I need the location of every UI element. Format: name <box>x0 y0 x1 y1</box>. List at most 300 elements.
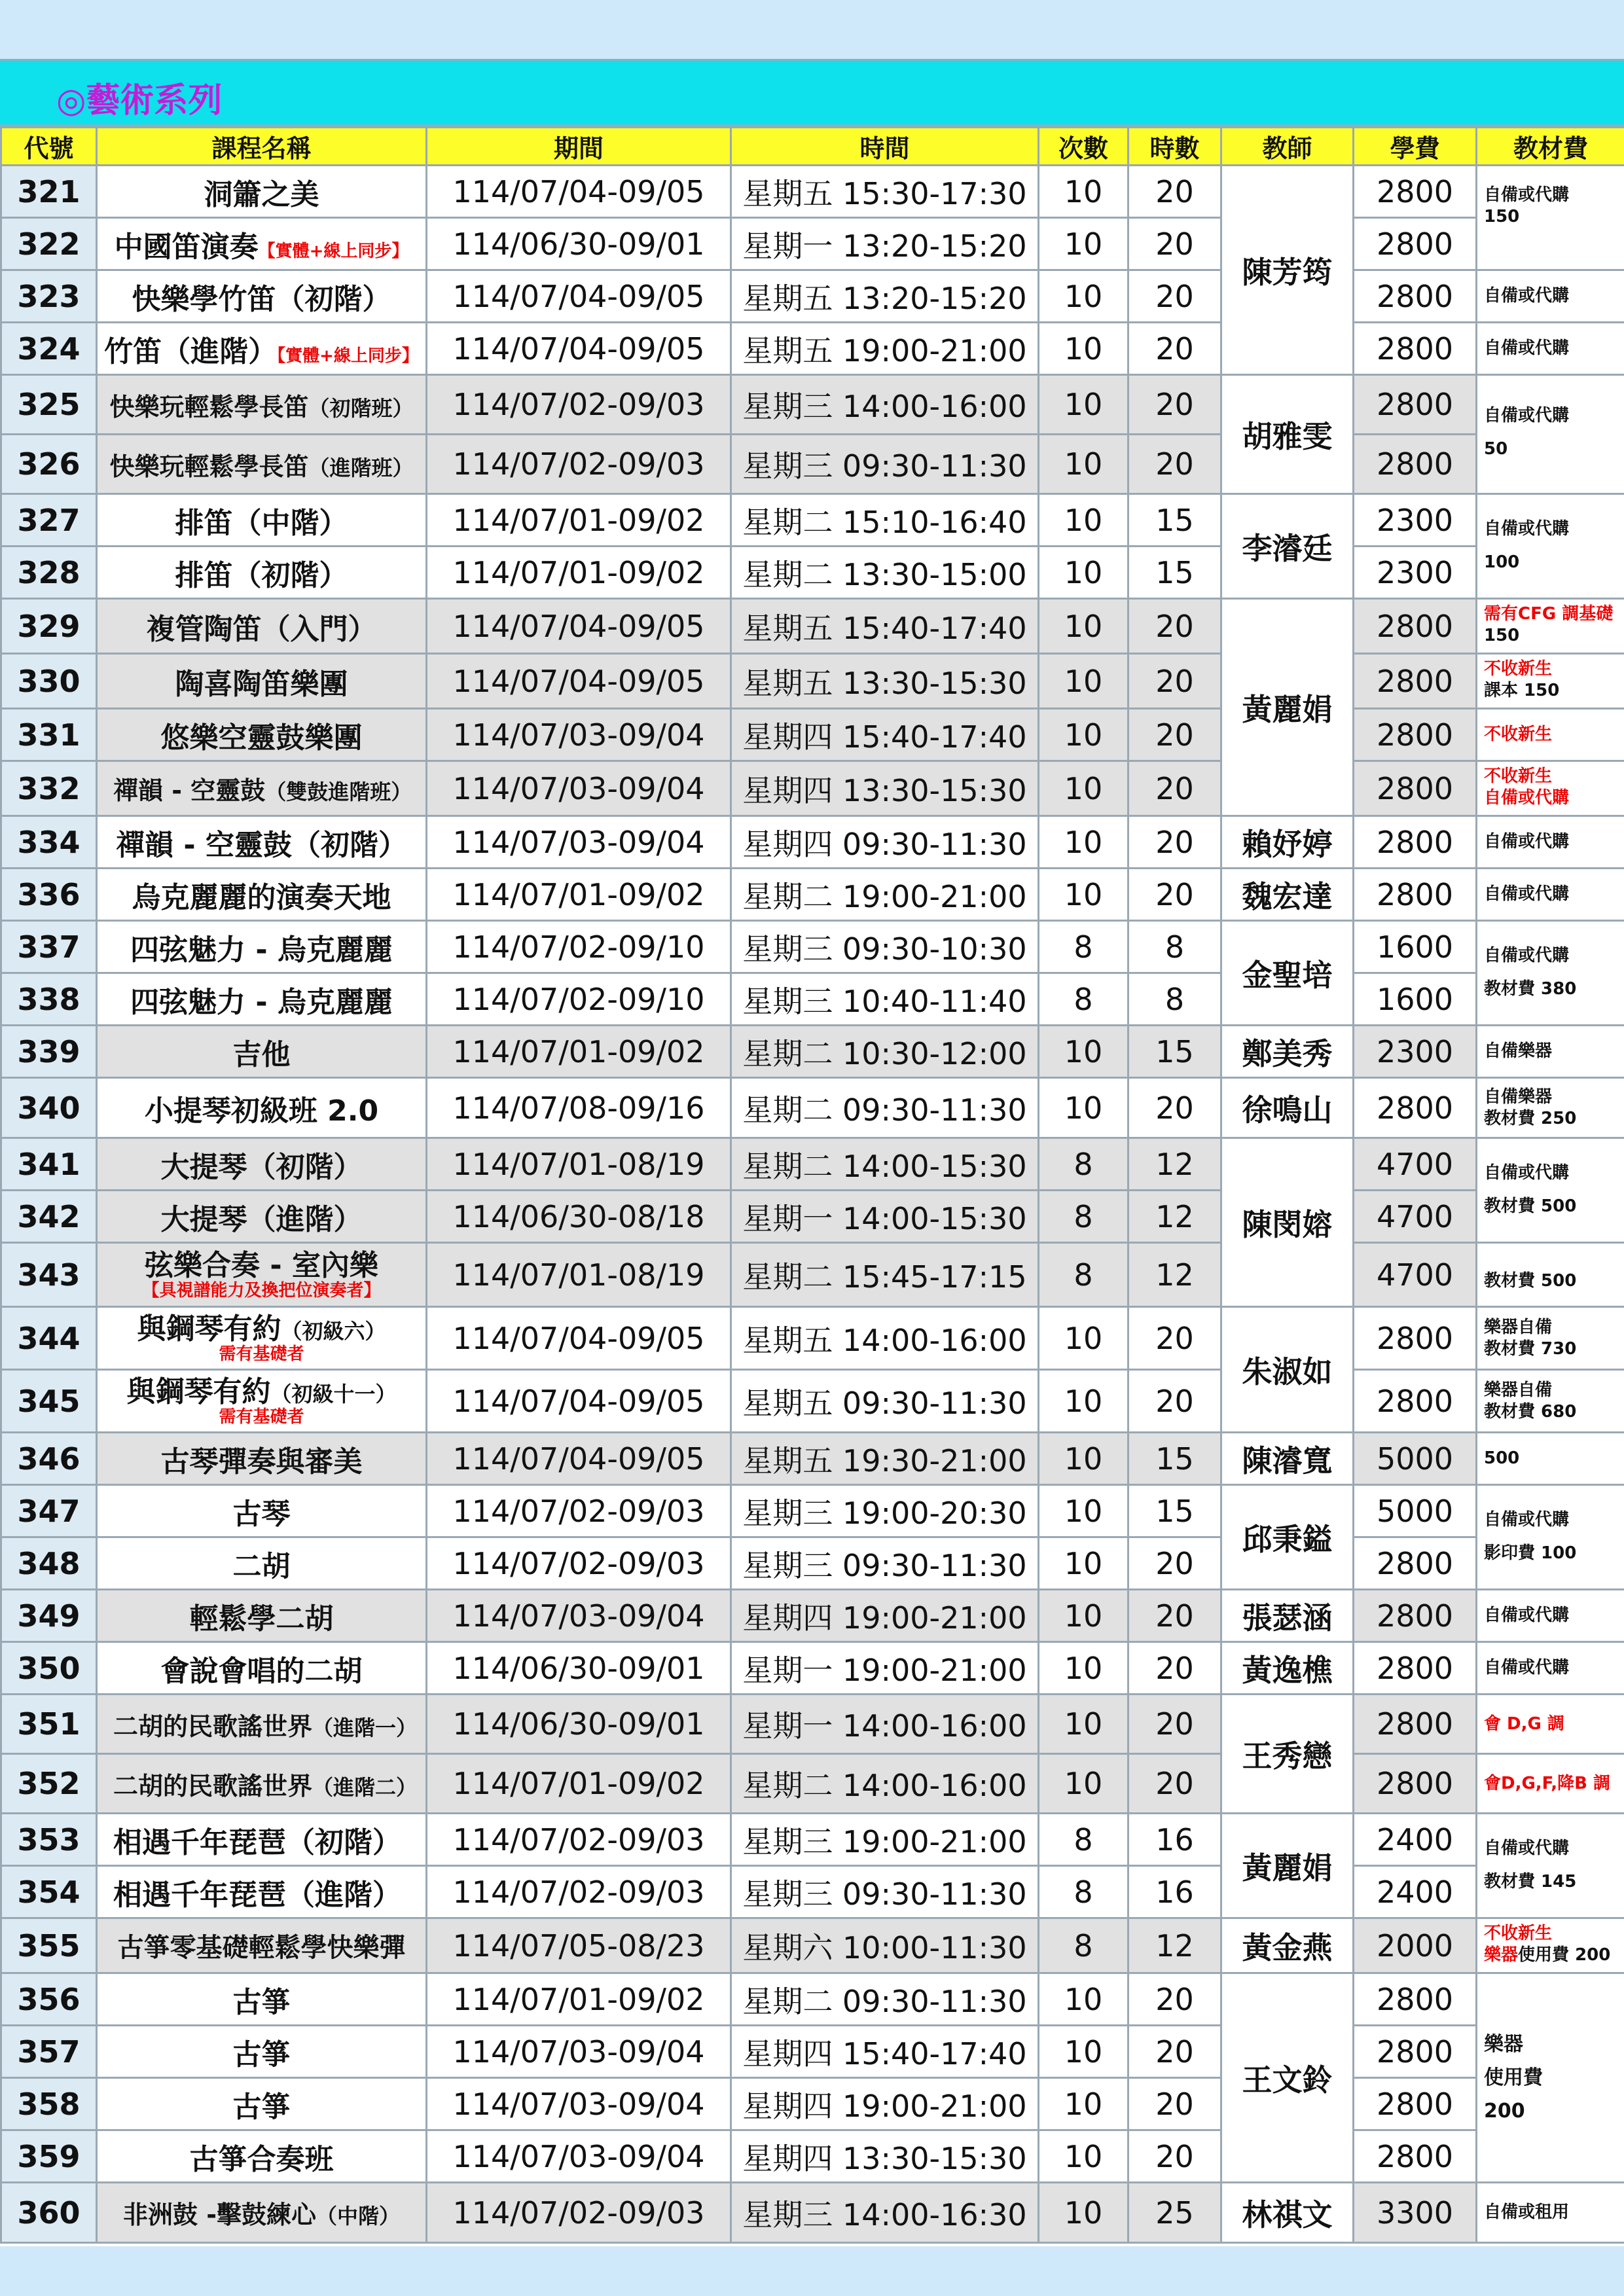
header-name: 課程名稱 <box>97 128 427 166</box>
header-row <box>1 128 1624 166</box>
course-sessions: 10 <box>1039 1754 1128 1814</box>
course-fee: 2300 <box>1354 547 1477 599</box>
course-time: 星期三 14:00-16:30 <box>731 2183 1039 2243</box>
course-name <box>97 1754 427 1814</box>
course-period: 114/07/02-09/03 <box>427 1866 731 1918</box>
course-hours: 20 <box>1128 1307 1221 1370</box>
course-sessions: 10 <box>1039 1537 1128 1590</box>
course-time: 星期三 09:30-11:30 <box>731 435 1039 494</box>
course-period: 114/06/30-09/01 <box>427 1695 731 1754</box>
table-row <box>1 1695 1624 1754</box>
table-row <box>1 1138 1624 1191</box>
course-code: 352 <box>1 1754 97 1814</box>
course-fee: 4700 <box>1354 1138 1477 1191</box>
course-name-text: 與鋼琴有約 <box>137 1312 281 1346</box>
course-fee: 2800 <box>1354 599 1477 654</box>
course-time: 星期二 15:45-17:15 <box>731 1243 1039 1307</box>
course-hours: 12 <box>1128 1243 1221 1307</box>
course-hours: 20 <box>1128 2130 1221 2183</box>
course-sessions: 10 <box>1039 1026 1128 1078</box>
course-period: 114/07/01-08/19 <box>427 1138 731 1191</box>
course-period: 114/07/03-09/04 <box>427 2026 731 2078</box>
course-code: 348 <box>1 1537 97 1590</box>
course-time: 星期四 13:30-15:30 <box>731 761 1039 816</box>
course-teacher: 邱秉鎰 <box>1221 1485 1354 1590</box>
course-code: 322 <box>1 218 97 270</box>
header-teacher: 教師 <box>1221 128 1354 166</box>
table-row <box>1 2130 1624 2183</box>
course-code: 342 <box>1 1191 97 1243</box>
material-note: 使用費 <box>1484 2066 1543 2089</box>
course-fee: 2800 <box>1354 2078 1477 2130</box>
material-note: 100 <box>1484 552 1520 572</box>
course-fee: 2800 <box>1354 709 1477 761</box>
material-note: 200 <box>1484 2100 1525 2123</box>
course-code: 332 <box>1 761 97 816</box>
course-code: 330 <box>1 654 97 709</box>
material-note: 教材費 380 <box>1484 978 1577 999</box>
course-code: 355 <box>1 1918 97 1973</box>
material-note: 樂器自備 <box>1484 1380 1553 1400</box>
course-name-text: 中國笛演奏 <box>114 230 259 264</box>
course-name <box>97 1695 427 1754</box>
course-teacher: 徐鳴山 <box>1221 1078 1354 1138</box>
course-level: （初級十一） <box>270 1382 397 1407</box>
course-time: 星期五 13:20-15:20 <box>731 270 1039 323</box>
table-row <box>1 1590 1624 1642</box>
material-note: 樂器自備 <box>1484 1318 1553 1337</box>
course-level: （初級六） <box>281 1319 386 1344</box>
material-note <box>1484 1945 1624 1966</box>
header-code: 代號 <box>1 128 97 166</box>
course-material: 教材費 500 <box>1477 1243 1624 1307</box>
course-time: 星期一 13:20-15:20 <box>731 218 1039 270</box>
course-sessions: 10 <box>1039 1370 1128 1433</box>
course-hours: 15 <box>1128 494 1221 547</box>
course-time: 星期二 09:30-11:30 <box>731 1973 1039 2026</box>
course-time: 星期五 09:30-11:30 <box>731 1370 1039 1433</box>
course-time: 星期五 15:40-17:40 <box>731 599 1039 654</box>
material-note: 自備或代購 <box>1484 406 1570 425</box>
course-level: （雙鼓進階班） <box>265 780 412 804</box>
course-material: 500 <box>1477 1433 1624 1485</box>
course-fee: 4700 <box>1354 1243 1477 1307</box>
course-fee: 2000 <box>1354 1918 1477 1973</box>
course-period: 114/07/03-09/04 <box>427 709 731 761</box>
course-code: 350 <box>1 1642 97 1695</box>
course-fee: 2800 <box>1354 1695 1477 1754</box>
course-hours: 12 <box>1128 1138 1221 1191</box>
course-period: 114/06/30-09/01 <box>427 218 731 270</box>
course-sessions: 8 <box>1039 1243 1128 1307</box>
course-teacher: 陳閔嫆 <box>1221 1138 1354 1307</box>
course-code: 325 <box>1 375 97 435</box>
course-teacher: 賴妤婷 <box>1221 816 1354 869</box>
course-time: 星期四 13:30-15:30 <box>731 2130 1039 2183</box>
course-fee: 2800 <box>1354 1973 1477 2026</box>
course-period: 114/07/02-09/03 <box>427 375 731 435</box>
course-period: 114/07/02-09/10 <box>427 921 731 973</box>
course-code: 323 <box>1 270 97 323</box>
course-sessions: 10 <box>1039 1590 1128 1642</box>
table-row <box>1 1918 1624 1973</box>
course-hours: 20 <box>1128 654 1221 709</box>
course-hours: 20 <box>1128 270 1221 323</box>
course-fee: 2800 <box>1354 375 1477 435</box>
course-time: 星期四 15:40-17:40 <box>731 2026 1039 2078</box>
course-material <box>1477 1918 1624 1973</box>
course-hours: 20 <box>1128 1973 1221 2026</box>
course-level: （進階二） <box>312 1774 418 1800</box>
course-material <box>1477 1485 1624 1590</box>
table-row <box>1 1370 1624 1433</box>
course-note: 【具視譜能力及換把位演奏者】 <box>142 1280 381 1300</box>
course-sessions: 8 <box>1039 1918 1128 1973</box>
course-teacher: 王秀戀 <box>1221 1695 1354 1814</box>
table-row <box>1 1973 1624 2026</box>
material-note-fee: 使用費 200 <box>1518 1945 1611 1965</box>
course-name: 古琴 <box>97 1485 427 1537</box>
course-name <box>97 323 427 375</box>
course-teacher: 張瑟涵 <box>1221 1590 1354 1642</box>
course-time: 星期五 19:00-21:00 <box>731 323 1039 375</box>
course-code: 329 <box>1 599 97 654</box>
course-hours: 20 <box>1128 1642 1221 1695</box>
table-row <box>1 2078 1624 2130</box>
course-hours: 15 <box>1128 547 1221 599</box>
course-tag: 【實體+線上同步】 <box>258 241 409 261</box>
course-name: 會說會唱的二胡 <box>97 1642 427 1695</box>
course-hours: 20 <box>1128 599 1221 654</box>
course-code: 360 <box>1 2183 97 2243</box>
course-sessions: 8 <box>1039 921 1128 973</box>
course-material: 自備或租用 <box>1477 2183 1624 2243</box>
course-sessions: 10 <box>1039 869 1128 921</box>
course-material: 自備樂器 <box>1477 1026 1624 1078</box>
course-hours: 16 <box>1128 1814 1221 1866</box>
course-material: 自備或代購 <box>1477 1642 1624 1695</box>
course-time: 星期五 15:30-17:30 <box>731 166 1039 218</box>
table-row <box>1 1485 1624 1537</box>
course-sessions: 10 <box>1039 709 1128 761</box>
course-fee: 2800 <box>1354 218 1477 270</box>
course-sessions: 10 <box>1039 1485 1128 1537</box>
course-time: 星期二 14:00-16:00 <box>731 1754 1039 1814</box>
course-hours: 20 <box>1128 323 1221 375</box>
course-name-text: 快樂玩輕鬆學長笛 <box>109 452 309 481</box>
course-fee: 2800 <box>1354 2026 1477 2078</box>
table-row <box>1 547 1624 599</box>
course-name-text: 弦樂合奏 - 室內樂 <box>145 1249 378 1283</box>
course-period: 114/07/01-09/02 <box>427 869 731 921</box>
course-fee: 1600 <box>1354 973 1477 1026</box>
course-note: 需有基礎者 <box>219 1407 304 1427</box>
course-period: 114/07/02-09/03 <box>427 2183 731 2243</box>
course-material: 會 D,G 調 <box>1477 1695 1624 1754</box>
course-code: 359 <box>1 2130 97 2183</box>
course-name: 古箏 <box>97 2026 427 2078</box>
course-time: 星期一 14:00-16:00 <box>731 1695 1039 1754</box>
course-fee: 2800 <box>1354 166 1477 218</box>
course-period: 114/07/04-09/05 <box>427 1433 731 1485</box>
course-teacher: 金聖培 <box>1221 921 1354 1026</box>
table-row <box>1 1433 1624 1485</box>
course-time: 星期三 09:30-11:30 <box>731 1866 1039 1918</box>
table-row <box>1 1307 1624 1370</box>
material-note: 自備或代購 <box>1484 1163 1570 1183</box>
course-time: 星期五 19:30-21:00 <box>731 1433 1039 1485</box>
course-hours: 20 <box>1128 2026 1221 2078</box>
course-code: 339 <box>1 1026 97 1078</box>
course-sessions: 10 <box>1039 494 1128 547</box>
course-name <box>97 2183 427 2243</box>
course-hours: 20 <box>1128 1754 1221 1814</box>
header-time: 時間 <box>731 128 1039 166</box>
course-period: 114/07/04-09/05 <box>427 323 731 375</box>
course-material: 自備或代購 <box>1477 816 1624 869</box>
course-name-text: 與鋼琴有約 <box>126 1375 271 1409</box>
table-row <box>1 270 1624 323</box>
course-material <box>1477 1814 1624 1918</box>
course-name: 排笛（初階） <box>97 547 427 599</box>
course-sessions: 8 <box>1039 1191 1128 1243</box>
course-hours: 20 <box>1128 869 1221 921</box>
course-code: 351 <box>1 1695 97 1754</box>
course-hours: 25 <box>1128 2183 1221 2243</box>
course-sessions: 10 <box>1039 599 1128 654</box>
course-time: 星期三 14:00-16:00 <box>731 375 1039 435</box>
table-row <box>1 654 1624 709</box>
course-code: 334 <box>1 816 97 869</box>
course-fee: 5000 <box>1354 1485 1477 1537</box>
course-code: 357 <box>1 2026 97 2078</box>
course-period: 114/07/04-09/05 <box>427 1370 731 1433</box>
course-teacher: 魏宏達 <box>1221 869 1354 921</box>
course-code: 326 <box>1 435 97 494</box>
course-teacher: 黃麗娟 <box>1221 1814 1354 1918</box>
course-sessions: 10 <box>1039 375 1128 435</box>
course-code: 358 <box>1 2078 97 2130</box>
section-title-bar <box>0 59 1624 126</box>
course-hours: 20 <box>1128 816 1221 869</box>
course-fee: 2800 <box>1354 654 1477 709</box>
course-teacher: 陳芳筠 <box>1221 166 1354 375</box>
course-name: 輕鬆學二胡 <box>97 1590 427 1642</box>
course-material: 自備或代購 <box>1477 270 1624 323</box>
course-period: 114/06/30-08/18 <box>427 1191 731 1243</box>
course-sessions: 10 <box>1039 654 1128 709</box>
course-sessions: 10 <box>1039 1642 1128 1695</box>
course-tag: 【實體+線上同步】 <box>277 346 419 366</box>
course-name-text: 竹笛（進階） <box>104 334 278 368</box>
course-material <box>1477 1973 1624 2183</box>
table-row <box>1 816 1624 869</box>
course-code: 341 <box>1 1138 97 1191</box>
course-sessions: 10 <box>1039 2026 1128 2078</box>
table-row <box>1 761 1624 816</box>
header-hours: 時數 <box>1128 128 1221 166</box>
course-code: 349 <box>1 1590 97 1642</box>
course-code: 331 <box>1 709 97 761</box>
course-level: （初階班） <box>308 395 414 421</box>
table-row <box>1 166 1624 218</box>
course-fee: 2800 <box>1354 435 1477 494</box>
table-row <box>1 2183 1624 2243</box>
course-period: 114/07/02-09/03 <box>427 1814 731 1866</box>
course-code: 343 <box>1 1243 97 1307</box>
course-sessions: 10 <box>1039 2130 1128 2183</box>
course-teacher: 黃麗娟 <box>1221 599 1354 816</box>
course-fee: 2400 <box>1354 1866 1477 1918</box>
course-teacher: 鄭美秀 <box>1221 1026 1354 1078</box>
course-name: 古箏合奏班 <box>97 2130 427 2183</box>
course-period: 114/07/01-09/02 <box>427 494 731 547</box>
course-time: 星期二 09:30-11:30 <box>731 1078 1039 1138</box>
course-period: 114/07/05-08/23 <box>427 1918 731 1973</box>
course-material <box>1477 1078 1624 1138</box>
course-hours: 8 <box>1128 973 1221 1026</box>
course-hours: 20 <box>1128 1078 1221 1138</box>
course-fee: 2300 <box>1354 494 1477 547</box>
course-name: 洞簫之美 <box>97 166 427 218</box>
course-time: 星期四 19:00-21:00 <box>731 1590 1039 1642</box>
course-code: 344 <box>1 1307 97 1370</box>
course-hours: 20 <box>1128 761 1221 816</box>
course-time: 星期三 09:30-10:30 <box>731 921 1039 973</box>
course-hours: 16 <box>1128 1866 1221 1918</box>
material-note: 自備或代購 <box>1484 787 1570 808</box>
course-sessions: 8 <box>1039 1866 1128 1918</box>
course-sessions: 10 <box>1039 547 1128 599</box>
course-name <box>97 761 427 816</box>
course-name: 排笛（中階） <box>97 494 427 547</box>
course-name: 四弦魅力 - 烏克麗麗 <box>97 973 427 1026</box>
course-material <box>1477 761 1624 816</box>
course-hours: 20 <box>1128 1370 1221 1433</box>
course-fee: 2400 <box>1354 1814 1477 1866</box>
course-hours: 20 <box>1128 1590 1221 1642</box>
course-sessions: 10 <box>1039 435 1128 494</box>
course-fee: 2800 <box>1354 323 1477 375</box>
course-time: 星期二 19:00-21:00 <box>731 869 1039 921</box>
course-sessions: 10 <box>1039 1973 1128 2026</box>
course-hours: 20 <box>1128 1537 1221 1590</box>
material-note: 150 <box>1484 206 1520 226</box>
course-code: 336 <box>1 869 97 921</box>
course-fee: 3300 <box>1354 2183 1477 2243</box>
table-row <box>1 218 1624 270</box>
course-time: 星期四 09:30-11:30 <box>731 816 1039 869</box>
material-note: 教材費 250 <box>1484 1108 1577 1128</box>
course-period: 114/07/04-09/05 <box>427 270 731 323</box>
course-name: 悠樂空靈鼓樂團 <box>97 709 427 761</box>
course-hours: 15 <box>1128 1026 1221 1078</box>
material-note: 教材費 145 <box>1484 1871 1577 1892</box>
course-period: 114/07/04-09/05 <box>427 654 731 709</box>
course-code: 338 <box>1 973 97 1026</box>
course-table <box>0 126 1624 2244</box>
material-note: 課本 150 <box>1484 680 1560 700</box>
course-sessions: 10 <box>1039 323 1128 375</box>
course-teacher: 林祺文 <box>1221 2183 1354 2243</box>
course-teacher: 黃逸樵 <box>1221 1642 1354 1695</box>
course-sessions: 10 <box>1039 816 1128 869</box>
course-name: 古箏 <box>97 1973 427 2026</box>
course-period: 114/07/04-09/05 <box>427 166 731 218</box>
course-code: 356 <box>1 1973 97 2026</box>
course-hours: 15 <box>1128 1433 1221 1485</box>
table-row <box>1 1642 1624 1695</box>
course-name: 古箏 <box>97 2078 427 2130</box>
course-period: 114/07/08-09/16 <box>427 1078 731 1138</box>
table-row <box>1 869 1624 921</box>
course-time: 星期三 19:00-21:00 <box>731 1814 1039 1866</box>
course-period: 114/07/01-09/02 <box>427 1973 731 2026</box>
course-code: 327 <box>1 494 97 547</box>
course-note: 需有基礎者 <box>219 1344 304 1364</box>
table-row <box>1 1814 1624 1866</box>
course-teacher: 陳濬寬 <box>1221 1433 1354 1485</box>
course-level: （進階班） <box>308 455 414 480</box>
course-material: 不收新生 <box>1477 709 1624 761</box>
course-fee: 2800 <box>1354 1078 1477 1138</box>
table-row <box>1 323 1624 375</box>
course-time: 星期六 10:00-11:30 <box>731 1918 1039 1973</box>
course-period: 114/07/03-09/04 <box>427 816 731 869</box>
header-material: 教材費 <box>1477 128 1624 166</box>
course-code: 347 <box>1 1485 97 1537</box>
course-time: 星期四 15:40-17:40 <box>731 709 1039 761</box>
material-note: 自備樂器 <box>1484 1087 1553 1107</box>
course-hours: 20 <box>1128 2078 1221 2130</box>
table-row <box>1 1191 1624 1243</box>
course-teacher: 朱淑如 <box>1221 1307 1354 1433</box>
course-name: 二胡 <box>97 1537 427 1590</box>
course-name <box>97 218 427 270</box>
course-time: 星期三 10:40-11:40 <box>731 973 1039 1026</box>
material-note: 自備或代購 <box>1484 1510 1570 1530</box>
course-fee: 5000 <box>1354 1433 1477 1485</box>
course-material <box>1477 375 1624 494</box>
course-fee: 2300 <box>1354 1026 1477 1078</box>
course-hours: 12 <box>1128 1191 1221 1243</box>
material-note: 150 <box>1484 625 1520 645</box>
course-period: 114/07/03-09/04 <box>427 2130 731 2183</box>
table-row <box>1 599 1624 654</box>
course-material: 自備或代購 <box>1477 869 1624 921</box>
course-time: 星期五 14:00-16:00 <box>731 1307 1039 1370</box>
course-name: 複管陶笛（入門） <box>97 599 427 654</box>
table-row <box>1 1243 1624 1307</box>
table-row <box>1 494 1624 547</box>
material-note: 教材費 730 <box>1484 1338 1577 1359</box>
course-name: 古琴彈奏與審美 <box>97 1433 427 1485</box>
course-name-text: 禪韻 - 空靈鼓 <box>113 776 266 805</box>
course-sessions: 10 <box>1039 1078 1128 1138</box>
course-material <box>1477 1307 1624 1370</box>
course-period: 114/07/01-09/02 <box>427 547 731 599</box>
course-hours: 12 <box>1128 1918 1221 1973</box>
course-hours: 8 <box>1128 921 1221 973</box>
course-sessions: 8 <box>1039 1814 1128 1866</box>
material-note: 影印費 100 <box>1484 1543 1577 1563</box>
material-note: 不收新生 <box>1484 766 1553 786</box>
course-name <box>97 435 427 494</box>
course-level: （進階一） <box>312 1715 418 1740</box>
material-note: 50 <box>1484 439 1508 459</box>
table-row <box>1 435 1624 494</box>
course-name: 陶喜陶笛樂團 <box>97 654 427 709</box>
